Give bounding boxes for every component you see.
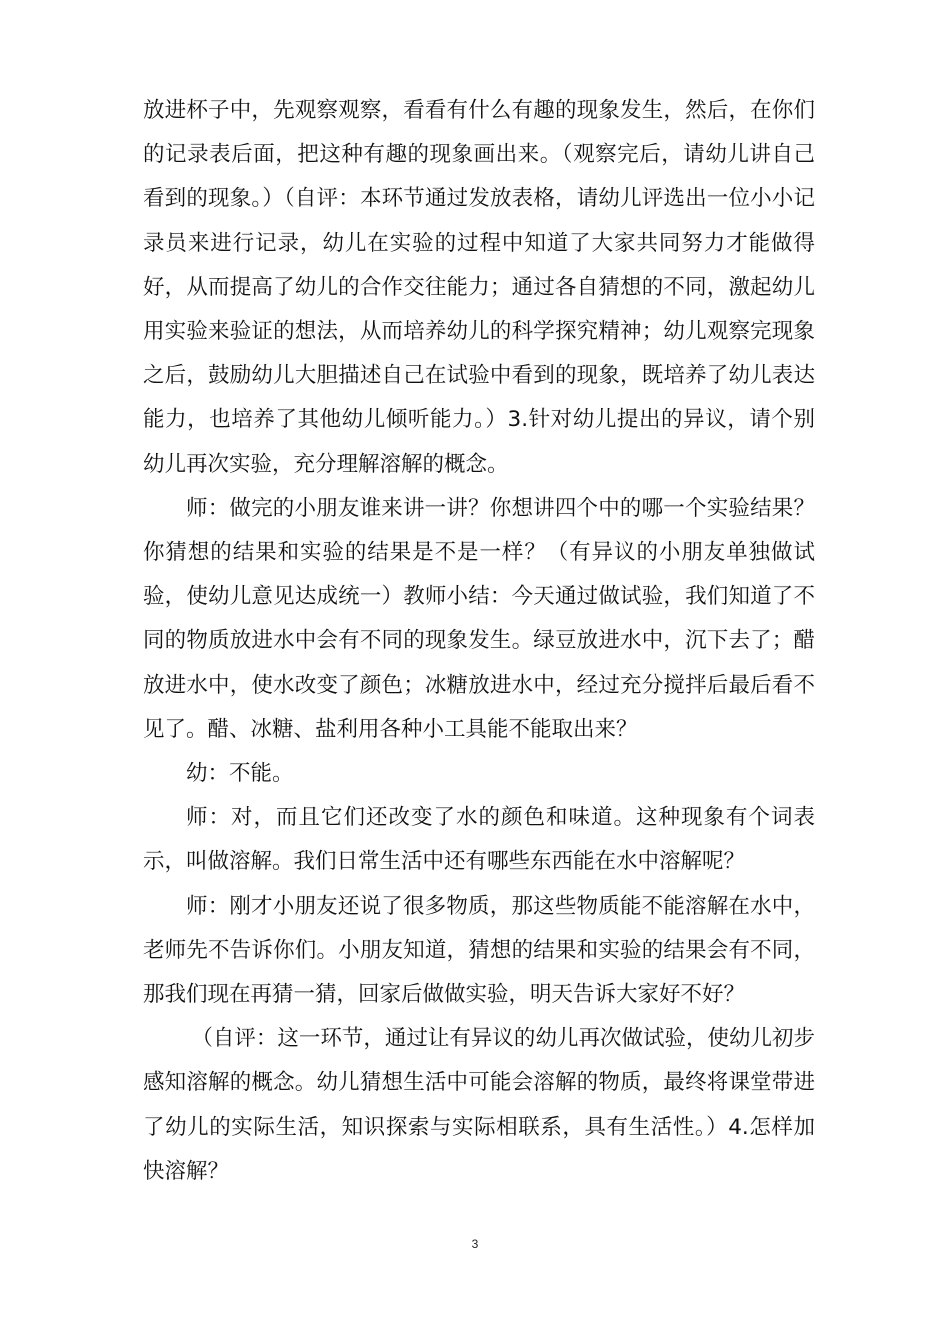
paragraph-teacher-question: 师：做完的小朋友谁来讲一讲？你想讲四个中的哪一个实验结果？你猜想的结果和实验的结果是不是一样？（有异议的小朋友单独做试验，使幼儿意见达成统一）教师小结：今天通过做试验，我们知道了不同的物质放进水中会有不同的现象发生。绿豆放进水中，沉下去了；醋放进水中，使水改变了颜色；冰糖放进水中，经过充分搅拌后最后看不见了。醋、冰糖、盐利用各种小工具能不能取出来？ <box>143 495 815 742</box>
paragraph-self-evaluation: （自评：这一环节，通过让有异议的幼儿再次做试验，使幼儿初步感知溶解的概念。幼儿猜想生活中可能会溶解的物质，最终将课堂带进了幼儿的实际生活，知识探索与实际相联系，具有生活性。）4.怎样加快溶解？ <box>143 1026 815 1184</box>
paragraph-teacher-guess: 师：刚才小朋友还说了很多物质，那这些物质能不能溶解在水中，老师先不告诉你们。小朋友知道，猜想的结果和实验的结果会有不同，那我们现在再猜一猜，回家后做做实验，明天告诉大家好不好？ <box>143 893 815 1008</box>
paragraph-continuation: 放进杯子中，先观察观察，看看有什么有趣的现象发生，然后，在你们的记录表后面，把这种有趣的现象画出来。（观察完后，请幼儿讲自己看到的现象。）（自评：本环节通过发放表格，请幼儿评选出一位小小记录员来进行记录，幼儿在实验的过程中知道了大家共同努力才能做得好，从而提高了幼儿的合作交往能力；通过各自猜想的不同，激起幼儿用实验来验证的想法，从而培养幼儿的科学探究精神；幼儿观察完现象之后，鼓励幼儿大胆描述自己在试验中看到的现象，既培养了幼儿表达能力，也培养了其他幼儿倾听能力。）3.针对幼儿提出的异议，请个别幼儿再次实验，充分理解溶解的概念。 <box>143 98 815 477</box>
paragraph-teacher-dissolve: 师：对，而且它们还改变了水的颜色和味道。这种现象有个词表示，叫做溶解。我们日常生活中还有哪些东西能在水中溶解呢？ <box>143 805 815 875</box>
paragraph-child-answer: 幼：不能。 <box>186 761 294 787</box>
page-number: 3 <box>471 1237 479 1251</box>
body-text <box>143 89 815 1194</box>
